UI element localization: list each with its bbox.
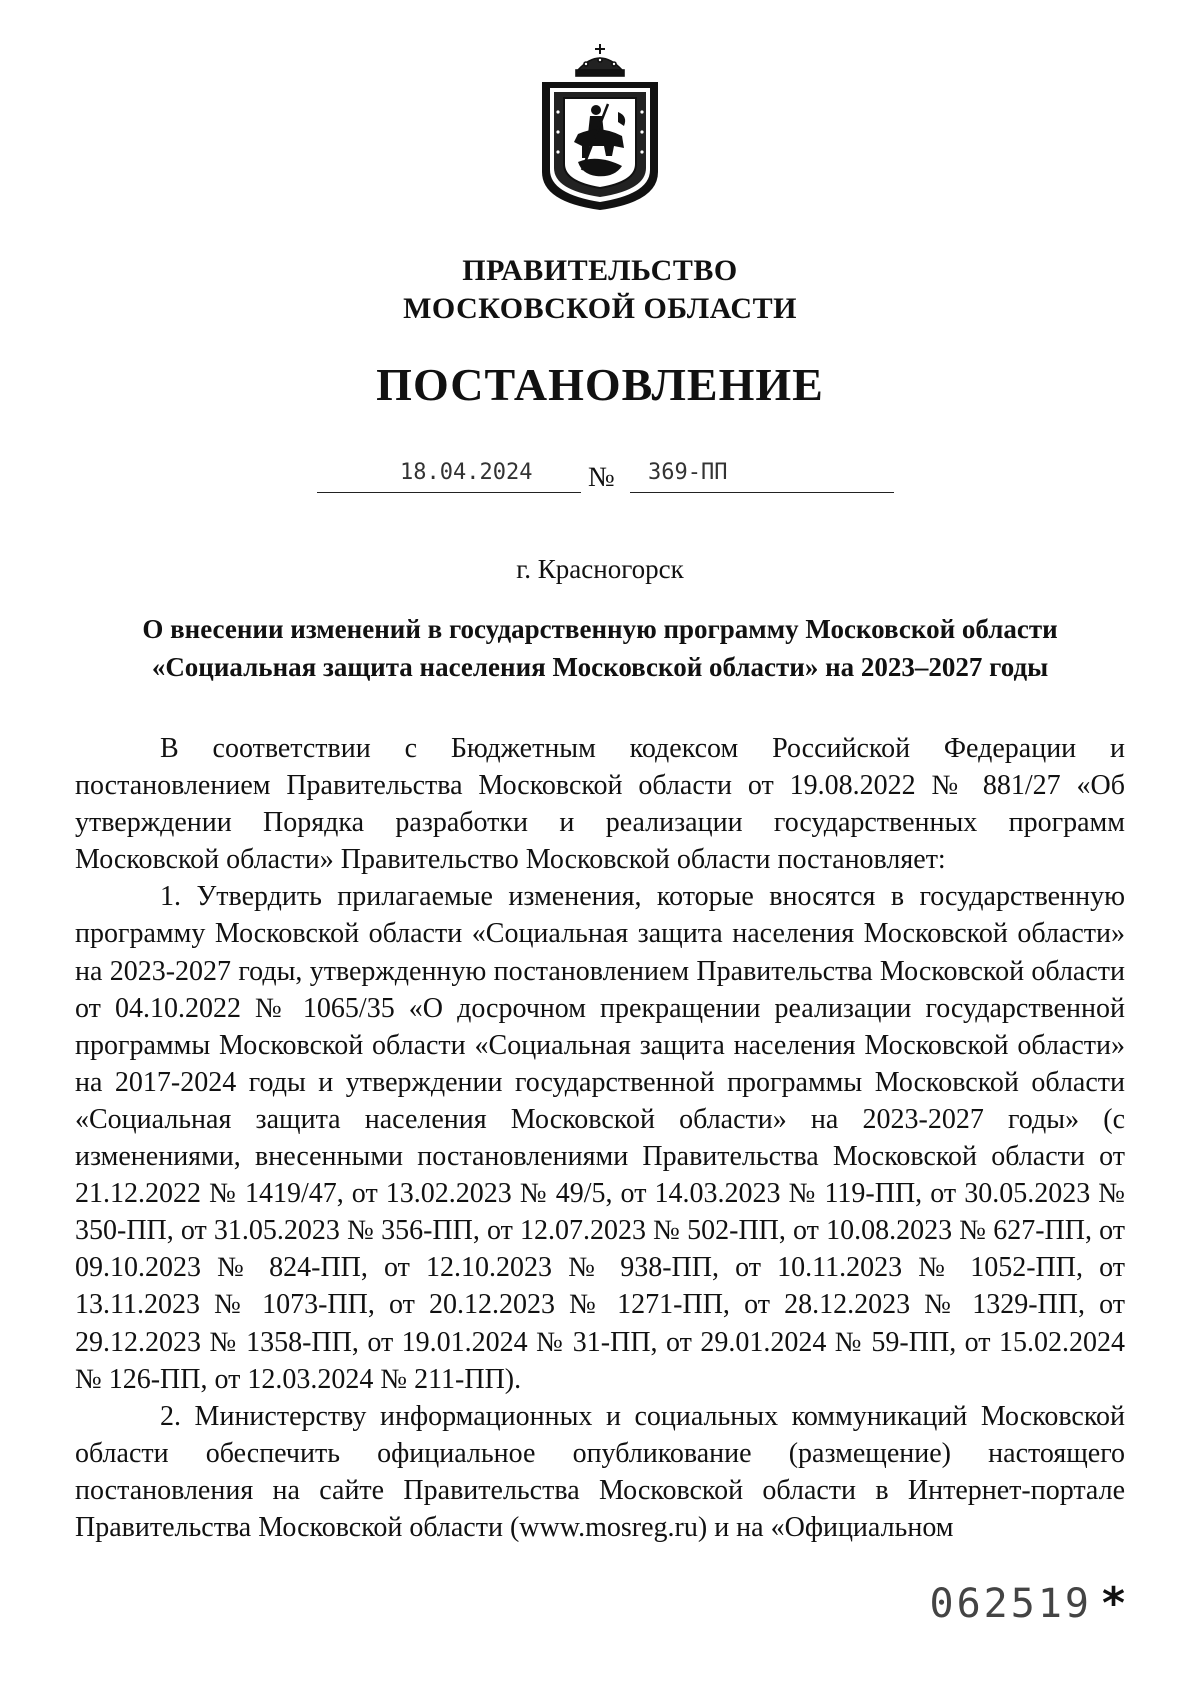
document-body bbox=[75, 730, 1125, 1546]
number-underline bbox=[630, 492, 894, 493]
title-line2: «Социальная защита населения Московской области» на 2023–2027 годы bbox=[151, 652, 1049, 682]
organization-name-line2: МОСКОВСКОЙ ОБЛАСТИ bbox=[403, 292, 797, 325]
document-title bbox=[60, 610, 1140, 686]
document-number: 369-ПП bbox=[648, 460, 728, 485]
document-type: ПОСТАНОВЛЕНИЕ bbox=[376, 359, 824, 410]
serial-stamp bbox=[929, 1578, 1125, 1629]
title-line1: О внесении изменений в государственную программу Московской области bbox=[142, 614, 1058, 644]
document-city: г. Красногорск bbox=[516, 554, 684, 584]
document-date: 18.04.2024 bbox=[400, 460, 533, 485]
coat-of-arms-icon bbox=[538, 42, 662, 212]
asterisk-mark: * bbox=[1101, 1578, 1125, 1629]
organization-name-line1: ПРАВИТЕЛЬСТВО bbox=[462, 254, 738, 287]
date-underline bbox=[317, 492, 581, 493]
number-sign: № bbox=[588, 462, 615, 493]
serial-number: 062519 bbox=[929, 1580, 1092, 1627]
date-number-row bbox=[0, 452, 1200, 502]
item-1-paragraph: 1. Утвердить прилагаемые изменения, которые вносятся в государственную программу Московской области «Социальная защита населения Московской области» на 2023-2027 годы, утвержденную постановлением Правительства Московской области от 04.10.2022 № 1065/35 «О досрочном прекращении реализации государственной программы Московской области «Социальная защита населения Московской области» на 2017-2024 годы и утверждении государственной программы Московской области «Социальная защита населения Московской области» на 2023-2027 годы» (с изменениями, внесенными постановлениями Правительства Московской области от 21.12.2022 № 1419/47, от 13.02.2023 № 49/5, от 14.03.2023 № 119-ПП, от 30.05.2023 № 350-ПП, от 31.05.2023 № 356-ПП, от 12.07.2023 № 502-ПП, от 10.08.2023 № 627-ПП, от 09.10.2023 № 824-ПП, от 12.10.2023 № 938-ПП, от 10.11.2023 № 1052-ПП, от 13.11.2023 № 1073-ПП, от 20.12.2023 № 1271-ПП, от 28.12.2023 № 1329-ПП, от 29.12.2023 № 1358-ПП, от 19.01.2024 № 31-ПП, от 29.01.2024 № 59-ПП, от 15.02.2024 № 126-ПП, от 12.03.2024 № 211-ПП). bbox=[75, 881, 1125, 1395]
item-2-paragraph: 2. Министерству информационных и социальных коммуникаций Московской области обеспечить официальное опубликование (размещение) настоящего постановления на сайте Правительства Московской области в Интернет-портале Правительства Московской области (www.mosreg.ru) и на «Официальном bbox=[75, 1400, 1125, 1543]
preamble-paragraph: В соответствии с Бюджетным кодексом Российской Федерации и постановлением Правительства Московской области от 19.08.2022 № 881/27 «Об утверждении Порядка разработки и реализации государственных программ Московской области» Правительство Московской области постановляет: bbox=[75, 733, 1125, 876]
